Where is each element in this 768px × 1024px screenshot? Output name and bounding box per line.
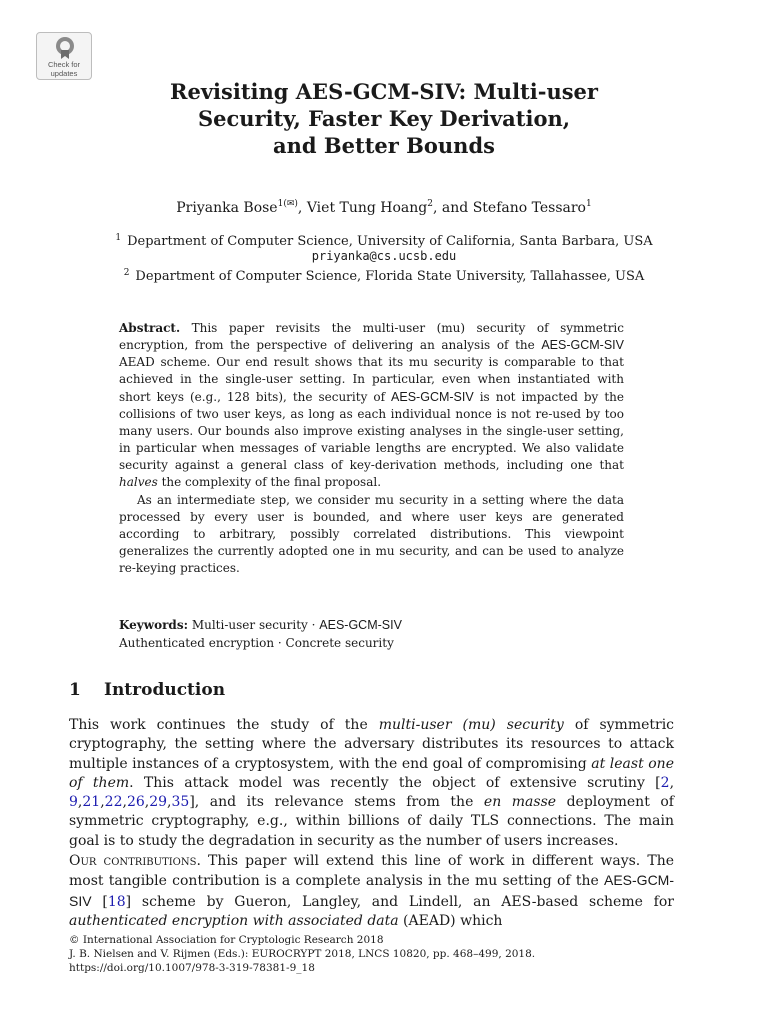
section-heading bbox=[69, 679, 225, 701]
citation-link[interactable]: 2 bbox=[660, 774, 670, 791]
title-line: Revisiting AES-GCM-SIV: Multi-user bbox=[170, 79, 598, 104]
section-title: Introduction bbox=[104, 680, 226, 700]
copyright-footer bbox=[69, 933, 535, 976]
abstract-paragraph: As an intermediate step, we consider mu security in a setting where the data processed by every user is bounded, and where user keys are generated according to arbitrary, possibly correlated distributions. This viewpoint generalizes the currently adopted one in mu security, and can be used to analyze re-keying practices. bbox=[119, 492, 624, 576]
scheme-name: AES-GCM-SIV bbox=[391, 389, 474, 404]
author-name: Priyanka Bose bbox=[176, 200, 278, 216]
author-affil-marker: 2 bbox=[427, 199, 433, 209]
doi-link[interactable]: https://doi.org/10.1007/978-3-319-78381-9_18 bbox=[69, 962, 315, 975]
author-affil-marker: 1 bbox=[586, 199, 592, 209]
title-line: Security, Faster Key Derivation, bbox=[197, 106, 571, 131]
intro-paragraph: This work continues the study of the multi-user (mu) security of symmetric cryptography, the setting where the adversary distributes its resources to attack multiple instances of a cryptosystem, with the end goal of compromising at least one of them. This attack model was recently the object of extensive scrutiny [2, 9,21,22,26,29,35], and its relevance stems from the en masse deployment of symmetric cryptography, e.g., within billions of daily TLS connections. The main goal is to study the degradation in security as the number of users increases. bbox=[69, 717, 675, 849]
badge-label: Check for updates bbox=[47, 60, 81, 78]
author-name: Viet Tung Hoang bbox=[306, 200, 428, 216]
check-for-updates-badge[interactable] bbox=[36, 32, 92, 80]
citation-line: J. B. Nielsen and V. Rijmen (Eds.): EUROCRYPT 2018, LNCS 10820, pp. 468–499, 2018. bbox=[69, 948, 536, 961]
paragraph-heading: Our contributions. bbox=[69, 853, 201, 869]
section-number: 1 bbox=[69, 680, 81, 700]
scheme-name: AES-GCM-SIV bbox=[319, 618, 402, 632]
author-list: Priyanka Bose$^{1(✉)}$, Viet Tung Hoang$^2$, and Stefano Tessaro$^1$ bbox=[176, 199, 592, 216]
citation-link[interactable]: 18 bbox=[107, 893, 126, 910]
keywords: Keywords: Multi-user security · AES-GCM-SIV Authenticated encryption · Concrete security bbox=[119, 618, 402, 650]
citation-link[interactable]: 26 bbox=[126, 794, 145, 810]
bookmark-icon bbox=[54, 36, 76, 60]
affiliation: $^1$ Department of Computer Science, University of California, Santa Barbara, USA bbox=[115, 233, 653, 249]
citation-link[interactable]: 29 bbox=[149, 794, 168, 810]
abstract bbox=[119, 320, 624, 577]
keywords-heading: Keywords: bbox=[119, 618, 189, 632]
abstract-paragraph: Abstract. This paper revisits the multi-user (mu) security of symmetric encryption, from the perspective of delivering an analysis of the AES-GCM-SIV AEAD scheme. Our end result shows that its mu security is comparable to that achieved in the single-user setting. In particular, even when instantiated with short keys (e.g., 128 bits), the security of AES-GCM-SIV is not impacted by the collisions of two user keys, as long as each individual nonce is not re-used by too many users. Our bounds also improve existing analyses in the single-user setting, in particular when messages of variable lengths are encrypted. We also validate security against a general class of key-derivation methods, including one that halves the complexity of the final proposal. bbox=[119, 321, 624, 490]
citation-link[interactable]: 21 bbox=[82, 794, 101, 810]
author-name: Stefano Tessaro bbox=[472, 200, 586, 216]
citation-link[interactable]: 22 bbox=[104, 794, 123, 810]
affiliation: $^2$ Department of Computer Science, Florida State University, Tallahassee, USA bbox=[123, 268, 645, 284]
title-line: and Better Bounds bbox=[273, 133, 495, 158]
scheme-name: AES-GCM-SIV bbox=[69, 872, 674, 909]
copyright-line: © International Association for Cryptologic Research 2018 bbox=[69, 934, 384, 946]
citation-link[interactable]: 35 bbox=[171, 794, 190, 810]
author-email[interactable]: priyanka@cs.ucsb.edu bbox=[311, 249, 457, 263]
author-affil-marker: 1(✉) bbox=[277, 199, 298, 209]
intro-paragraph: Our contributions. This paper will extend this line of work in different ways. The most tangible contribution is a complete analysis in the mu setting of the AES-GCM-SIV [18] scheme by Gueron, Langley, and Lindell, an AES-based scheme for authenticated encryption with associated data (AEAD) which bbox=[69, 853, 674, 929]
abstract-heading: Abstract. bbox=[119, 321, 181, 335]
citation-link[interactable]: 9 bbox=[69, 794, 78, 810]
paper-title bbox=[0, 78, 768, 159]
scheme-name: AES-GCM-SIV bbox=[541, 338, 624, 353]
